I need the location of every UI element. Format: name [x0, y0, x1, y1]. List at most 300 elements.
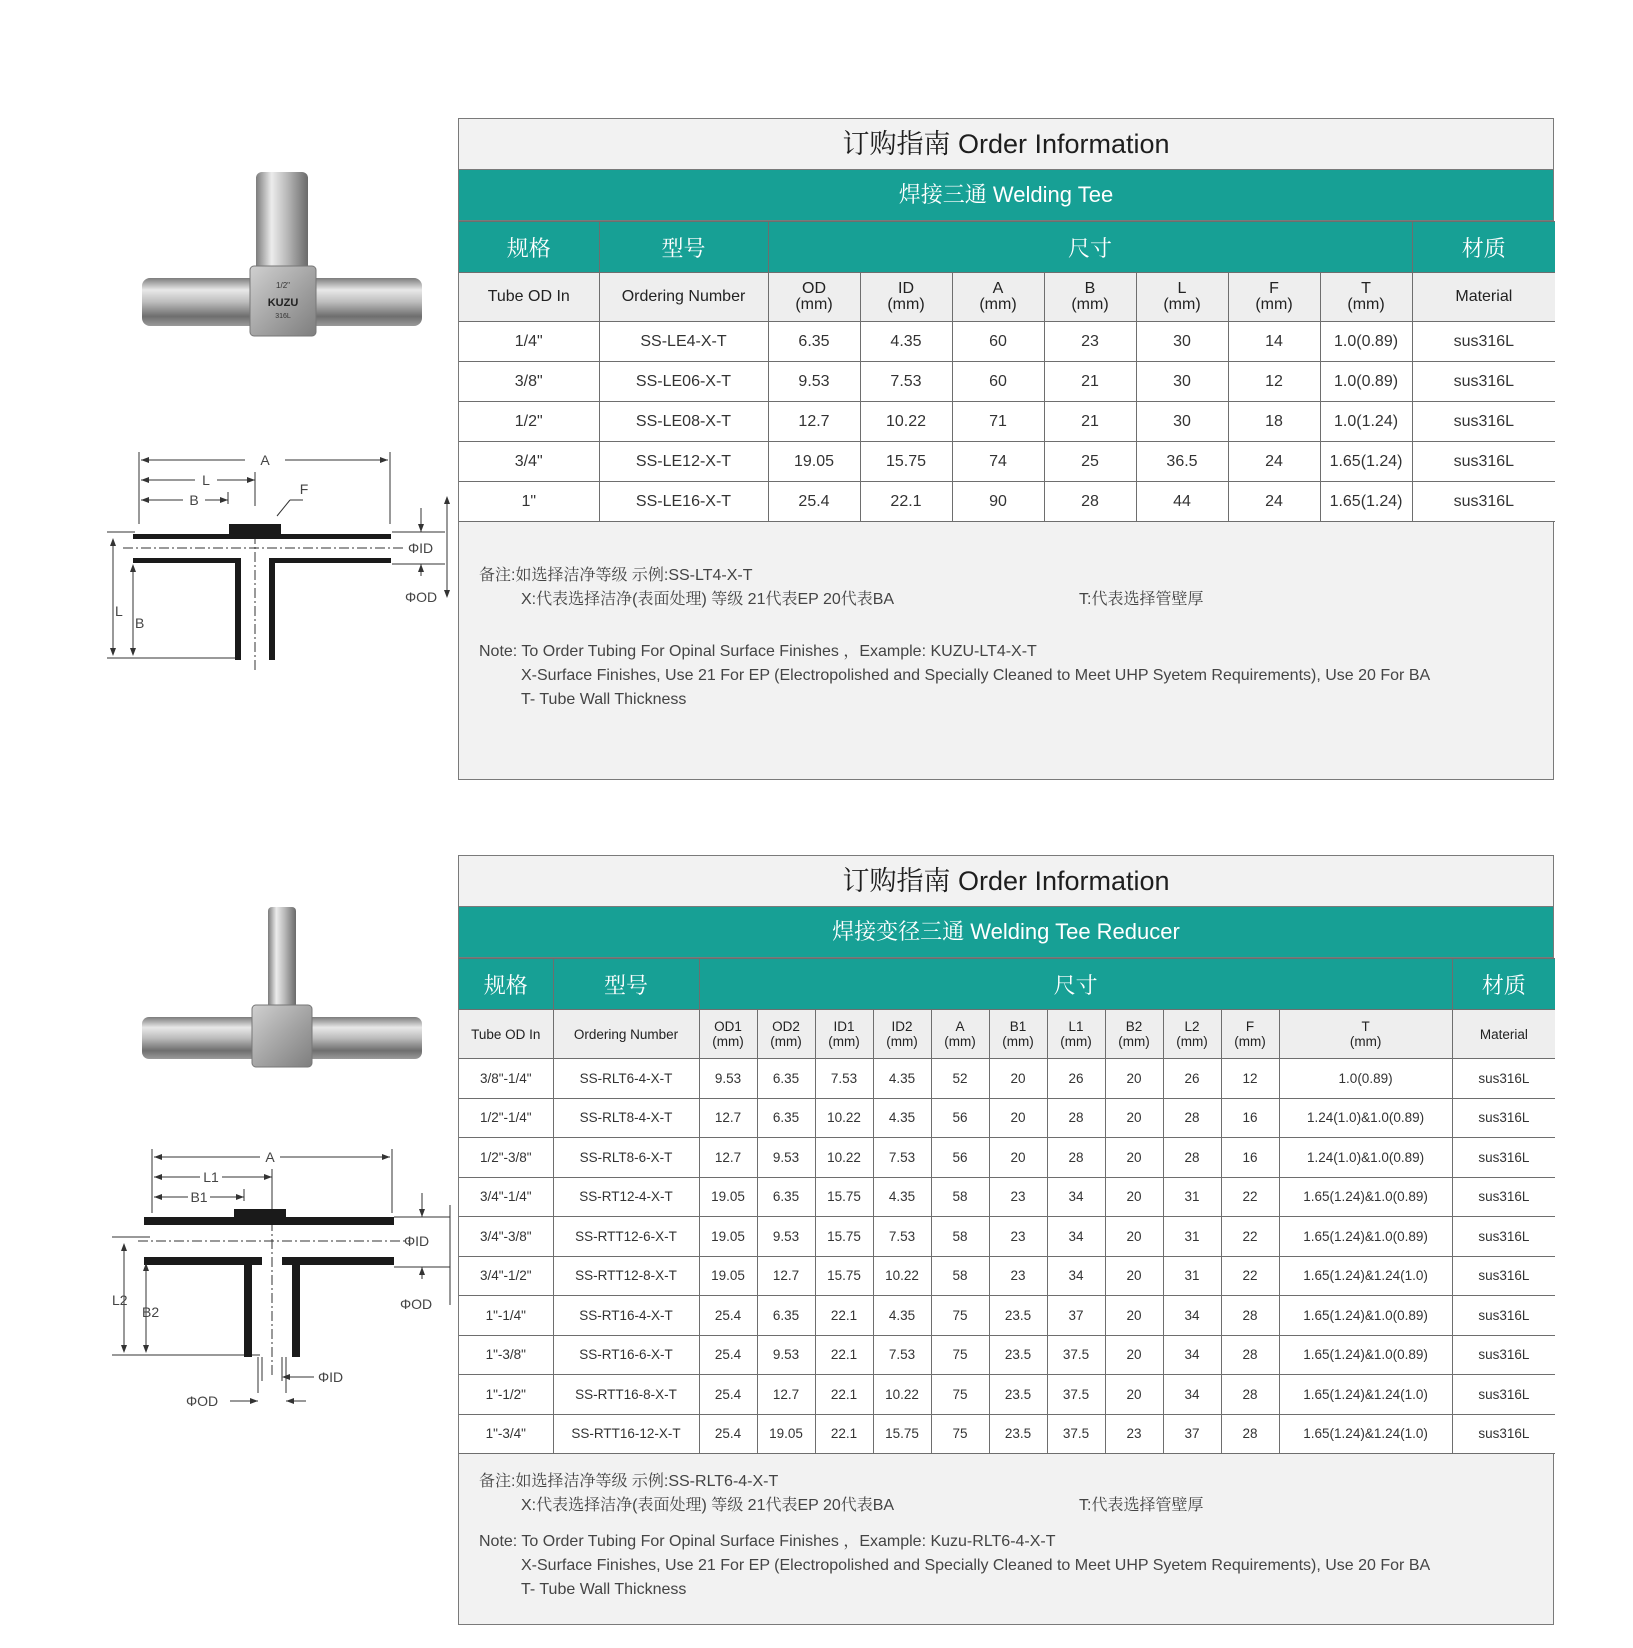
- table-cell: 3/8": [459, 362, 599, 402]
- dim-l2-label: L2: [112, 1292, 128, 1308]
- table-cell: 3/4"-1/4": [459, 1177, 553, 1217]
- column-header-name: L2: [1184, 1019, 1200, 1034]
- table-cell: 28: [1047, 1098, 1105, 1138]
- dim-b-label: B: [189, 492, 199, 508]
- table-cell: sus316L: [1452, 1375, 1555, 1415]
- table-cell: 60: [952, 322, 1044, 362]
- column-header-name: F: [1269, 280, 1279, 297]
- table-cell: 9.53: [757, 1138, 815, 1178]
- dim-id-label: ΦID: [404, 1233, 430, 1249]
- column-header-name: B: [1084, 280, 1096, 297]
- table-cell: 7.53: [815, 1059, 873, 1099]
- table-row: [459, 1138, 1555, 1178]
- table-cell: 6.35: [757, 1296, 815, 1336]
- table-cell: 15.75: [815, 1177, 873, 1217]
- table-cell: sus316L: [1412, 482, 1555, 522]
- column-header-name: B2: [1125, 1019, 1143, 1034]
- table-cell: 26: [1047, 1059, 1105, 1099]
- column-header-name: L1: [1068, 1019, 1084, 1034]
- table-cell: 9.53: [699, 1059, 757, 1099]
- table-cell: sus316L: [1412, 442, 1555, 482]
- table-cell: 20: [1105, 1296, 1163, 1336]
- column-header-name: A: [955, 1019, 965, 1034]
- table-cell: 31: [1163, 1177, 1221, 1217]
- dim-l-label: L: [202, 472, 210, 488]
- table-cell: 52: [931, 1059, 989, 1099]
- table-cell: 23.5: [989, 1335, 1047, 1375]
- table-cell: 6.35: [757, 1059, 815, 1099]
- column-header: [873, 1010, 931, 1059]
- table-cell: sus316L: [1412, 362, 1555, 402]
- table-cell: 15.75: [815, 1217, 873, 1257]
- notes: [459, 564, 1553, 712]
- column-header: [1044, 273, 1136, 322]
- table-cell: 28: [1221, 1375, 1279, 1415]
- table-cell: 30: [1136, 362, 1228, 402]
- column-header-name: Ordering Number: [621, 288, 746, 305]
- table-cell: 28: [1163, 1098, 1221, 1138]
- table-cell: 12.7: [757, 1375, 815, 1415]
- dim-f-label: F: [299, 481, 309, 497]
- table-cell: 31: [1163, 1217, 1221, 1257]
- dim-b1-label: B1: [190, 1189, 208, 1205]
- table-cell: 20: [1105, 1217, 1163, 1257]
- table-cell: 12.7: [699, 1138, 757, 1178]
- table-cell: SS-RT16-6-X-T: [553, 1335, 699, 1375]
- photo-marking-material: 316L: [275, 313, 291, 320]
- column-header: [1279, 1010, 1452, 1059]
- table-cell: sus316L: [1452, 1414, 1555, 1454]
- table-cell: 60: [952, 362, 1044, 402]
- table-cell: sus316L: [1412, 402, 1555, 442]
- note-cn-line1: 备注:如选择洁净等级 示例:SS-LT4-X-T: [479, 567, 753, 584]
- table-cell: 26: [1163, 1059, 1221, 1099]
- table-cell: SS-LE16-X-T: [599, 482, 768, 522]
- table-cell: 28: [1163, 1138, 1221, 1178]
- table-cell: 1.65(1.24)&1.0(0.89): [1279, 1296, 1452, 1336]
- welding-tee-reducer-photo: [140, 905, 425, 1070]
- table-cell: 25.4: [699, 1335, 757, 1375]
- note-en-line3: T- Tube Wall Thickness: [521, 1581, 687, 1598]
- column-header-unit: (mm): [1349, 1034, 1382, 1049]
- group-header-model: 型号: [553, 959, 699, 1010]
- column-header-unit: (mm): [1176, 1034, 1208, 1049]
- table-cell: 34: [1047, 1256, 1105, 1296]
- table-cell: 22: [1221, 1177, 1279, 1217]
- table-cell: 12.7: [768, 402, 860, 442]
- table-cell: 19.05: [757, 1414, 815, 1454]
- table-cell: 20: [989, 1138, 1047, 1178]
- column-header: [1228, 273, 1320, 322]
- table-cell: 1.65(1.24): [1320, 442, 1412, 482]
- dim-od-label: ΦOD: [405, 589, 438, 605]
- table-cell: 22.1: [815, 1414, 873, 1454]
- table-cell: SS-RT16-4-X-T: [553, 1296, 699, 1336]
- table-cell: SS-RTT12-8-X-T: [553, 1256, 699, 1296]
- table-cell: 15.75: [873, 1414, 931, 1454]
- column-header: [1047, 1010, 1105, 1059]
- column-header-name: OD2: [772, 1019, 800, 1034]
- table-cell: 22.1: [815, 1375, 873, 1415]
- column-header: [459, 1010, 553, 1059]
- table-cell: 10.22: [860, 402, 952, 442]
- table-cell: 3/4"-1/2": [459, 1256, 553, 1296]
- photo-marking-size: 1/2": [276, 281, 290, 290]
- spec-table: [459, 221, 1555, 522]
- table-cell: 15.75: [815, 1256, 873, 1296]
- table-cell: 28: [1221, 1414, 1279, 1454]
- table-cell: SS-LE06-X-T: [599, 362, 768, 402]
- table-cell: 37: [1163, 1414, 1221, 1454]
- table-cell: 9.53: [757, 1217, 815, 1257]
- column-header-name: L: [1177, 280, 1187, 297]
- welding-tee-diagram: [105, 448, 465, 678]
- table-cell: sus316L: [1452, 1256, 1555, 1296]
- table-cell: 1.65(1.24)&1.24(1.0): [1279, 1256, 1452, 1296]
- column-header: [1136, 273, 1228, 322]
- column-header: [768, 273, 860, 322]
- column-header: [1221, 1010, 1279, 1059]
- table-cell: 1": [459, 482, 599, 522]
- table-cell: sus316L: [1452, 1098, 1555, 1138]
- table-cell: 1.65(1.24): [1320, 482, 1412, 522]
- table-cell: 20: [1105, 1375, 1163, 1415]
- table-cell: SS-RTT16-12-X-T: [553, 1414, 699, 1454]
- spec-table: [459, 958, 1555, 1454]
- table-row: [459, 1375, 1555, 1415]
- table-cell: 28: [1047, 1138, 1105, 1178]
- note-en-line1: Note: To Order Tubing For Opinal Surface Finishes ，Example: KUZU-LT4-X-T: [479, 643, 1037, 660]
- note-en-line2: X-Surface Finishes, Use 21 For EP (Electropolished and Specially Cleaned to Meet UHP Syetem Requirements), Use 20 For BA: [521, 667, 1431, 684]
- table-cell: 37.5: [1047, 1414, 1105, 1454]
- table-cell: 1.0(0.89): [1279, 1059, 1452, 1099]
- order-info-panel-welding-tee: [458, 118, 1554, 780]
- table-cell: SS-RT12-4-X-T: [553, 1177, 699, 1217]
- table-cell: 10.22: [815, 1098, 873, 1138]
- table-row: [459, 1059, 1555, 1099]
- table-cell: 75: [931, 1296, 989, 1336]
- table-cell: 12.7: [757, 1256, 815, 1296]
- table-cell: 28: [1221, 1296, 1279, 1336]
- table-cell: 20: [1105, 1256, 1163, 1296]
- table-cell: 16: [1221, 1138, 1279, 1178]
- table-cell: 34: [1163, 1335, 1221, 1375]
- column-header-unit: (mm): [770, 1034, 802, 1049]
- product-title: 焊接三通 Welding Tee: [459, 170, 1553, 221]
- column-header-unit: (mm): [712, 1034, 744, 1049]
- table-cell: 6.35: [757, 1098, 815, 1138]
- column-header: [989, 1010, 1047, 1059]
- table-cell: 4.35: [860, 322, 952, 362]
- table-cell: 1"-1/4": [459, 1296, 553, 1336]
- table-cell: 23: [1044, 322, 1136, 362]
- column-header: [1412, 273, 1555, 322]
- table-cell: 1"-1/2": [459, 1375, 553, 1415]
- table-cell: 1.0(0.89): [1320, 322, 1412, 362]
- table-cell: 4.35: [873, 1296, 931, 1336]
- table-cell: 3/8"-1/4": [459, 1059, 553, 1099]
- table-cell: 10.22: [873, 1256, 931, 1296]
- table-cell: 4.35: [873, 1177, 931, 1217]
- table-row: [459, 322, 1555, 362]
- table-cell: 20: [1105, 1177, 1163, 1217]
- dim-od-bottom-label: ΦOD: [186, 1393, 219, 1409]
- table-row: [459, 1098, 1555, 1138]
- table-row: [459, 362, 1555, 402]
- column-header-name: ID1: [833, 1019, 855, 1034]
- table-cell: 23: [1105, 1414, 1163, 1454]
- table-row: [459, 1296, 1555, 1336]
- table-cell: 23: [989, 1256, 1047, 1296]
- column-header-name: Ordering Number: [573, 1026, 679, 1042]
- table-cell: SS-RTT12-6-X-T: [553, 1217, 699, 1257]
- dim-id-label: ΦID: [408, 540, 434, 556]
- table-cell: 36.5: [1136, 442, 1228, 482]
- column-header-unit: (mm): [1163, 296, 1201, 313]
- column-header: [699, 1010, 757, 1059]
- dim-od-label: ΦOD: [400, 1296, 433, 1312]
- table-cell: sus316L: [1412, 322, 1555, 362]
- table-cell: 74: [952, 442, 1044, 482]
- table-cell: 1.0(0.89): [1320, 362, 1412, 402]
- table-cell: 6.35: [768, 322, 860, 362]
- table-cell: 9.53: [768, 362, 860, 402]
- table-cell: 6.35: [757, 1177, 815, 1217]
- table-cell: 12: [1228, 362, 1320, 402]
- product-title: 焊接变径三通 Welding Tee Reducer: [459, 907, 1553, 958]
- column-header-name: F: [1245, 1019, 1255, 1034]
- table-cell: 7.53: [873, 1138, 931, 1178]
- table-cell: 7.53: [873, 1335, 931, 1375]
- table-cell: SS-RLT6-4-X-T: [553, 1059, 699, 1099]
- table-cell: 7.53: [860, 362, 952, 402]
- table-cell: 1.65(1.24)&1.24(1.0): [1279, 1414, 1452, 1454]
- table-cell: 1.24(1.0)&1.0(0.89): [1279, 1098, 1452, 1138]
- table-cell: 71: [952, 402, 1044, 442]
- column-header-name: B1: [1009, 1019, 1027, 1034]
- dim-l1-label: L1: [203, 1169, 219, 1185]
- column-header-unit: (mm): [1002, 1034, 1034, 1049]
- group-header-dims: 尺寸: [768, 222, 1412, 273]
- table-cell: sus316L: [1452, 1335, 1555, 1375]
- table-cell: 25.4: [768, 482, 860, 522]
- table-cell: 28: [1044, 482, 1136, 522]
- group-header-dims: 尺寸: [699, 959, 1452, 1010]
- column-header: [459, 273, 599, 322]
- column-header-unit: (mm): [979, 296, 1017, 313]
- table-cell: 56: [931, 1098, 989, 1138]
- column-header-unit: (mm): [944, 1034, 976, 1049]
- table-cell: 4.35: [873, 1098, 931, 1138]
- dim-a-label: A: [265, 1149, 275, 1165]
- table-cell: 20: [989, 1098, 1047, 1138]
- note-cn-line2: X:代表选择洁净(表面处理) 等级 21代表EP 20代表BA: [521, 591, 895, 608]
- table-cell: 19.05: [699, 1217, 757, 1257]
- table-cell: 34: [1163, 1296, 1221, 1336]
- table-row: [459, 442, 1555, 482]
- table-cell: 25: [1044, 442, 1136, 482]
- table-cell: 16: [1221, 1098, 1279, 1138]
- column-header-unit: (mm): [1118, 1034, 1150, 1049]
- table-cell: SS-RLT8-6-X-T: [553, 1138, 699, 1178]
- group-header-spec: 规格: [459, 959, 553, 1010]
- table-row: [459, 1256, 1555, 1296]
- table-cell: 24: [1228, 442, 1320, 482]
- table-row: [459, 482, 1555, 522]
- table-cell: sus316L: [1452, 1217, 1555, 1257]
- column-header: [757, 1010, 815, 1059]
- group-header-material: 材质: [1452, 959, 1555, 1010]
- table-cell: 4.35: [873, 1059, 931, 1099]
- table-row: [459, 402, 1555, 442]
- table-cell: 1.65(1.24)&1.0(0.89): [1279, 1177, 1452, 1217]
- column-header-name: Tube OD In: [487, 288, 570, 305]
- table-cell: SS-LE4-X-T: [599, 322, 768, 362]
- group-header-material: 材质: [1412, 222, 1555, 273]
- table-cell: 19.05: [699, 1177, 757, 1217]
- dim-b-side-label: B: [135, 615, 145, 631]
- note-en-line3: T- Tube Wall Thickness: [521, 691, 687, 708]
- column-header: [1105, 1010, 1163, 1059]
- column-header: [1452, 1010, 1555, 1059]
- table-cell: 1/2": [459, 402, 599, 442]
- table-cell: 9.53: [757, 1335, 815, 1375]
- table-cell: 22.1: [815, 1335, 873, 1375]
- table-cell: 19.05: [768, 442, 860, 482]
- note-cn-line1: 备注:如选择洁净等级 示例:SS-RLT6-4-X-T: [479, 1473, 779, 1490]
- table-cell: 28: [1221, 1335, 1279, 1375]
- table-cell: 21: [1044, 362, 1136, 402]
- table-cell: 37.5: [1047, 1375, 1105, 1415]
- table-cell: 20: [1105, 1098, 1163, 1138]
- column-header-unit: (mm): [1347, 296, 1385, 313]
- group-header-model: 型号: [599, 222, 768, 273]
- table-cell: 15.75: [860, 442, 952, 482]
- table-cell: 1/4": [459, 322, 599, 362]
- table-cell: SS-RLT8-4-X-T: [553, 1098, 699, 1138]
- column-header-name: Material: [1479, 1026, 1528, 1042]
- column-header-unit: (mm): [1071, 296, 1109, 313]
- table-cell: 34: [1047, 1177, 1105, 1217]
- table-cell: 34: [1163, 1375, 1221, 1415]
- dim-b2-label: B2: [142, 1304, 160, 1320]
- table-cell: 25.4: [699, 1414, 757, 1454]
- table-cell: 3/4"-3/8": [459, 1217, 553, 1257]
- table-cell: 31: [1163, 1256, 1221, 1296]
- note-cn-t: T:代表选择管壁厚: [1079, 591, 1204, 608]
- table-cell: 20: [1105, 1059, 1163, 1099]
- table-cell: 21: [1044, 402, 1136, 442]
- column-header-unit: (mm): [828, 1034, 860, 1049]
- column-header-unit: (mm): [795, 296, 833, 313]
- table-cell: 19.05: [699, 1256, 757, 1296]
- table-cell: SS-LE12-X-T: [599, 442, 768, 482]
- dim-l-side-label: L: [115, 603, 123, 619]
- table-cell: 1/2"-1/4": [459, 1098, 553, 1138]
- table-cell: 1/2"-3/8": [459, 1138, 553, 1178]
- table-row: [459, 1177, 1555, 1217]
- column-header-name: OD1: [714, 1019, 742, 1034]
- column-header: [952, 273, 1044, 322]
- table-cell: 37.5: [1047, 1335, 1105, 1375]
- table-cell: 30: [1136, 322, 1228, 362]
- column-header-unit: (mm): [1234, 1034, 1266, 1049]
- table-cell: 23.5: [989, 1414, 1047, 1454]
- table-row: [459, 1217, 1555, 1257]
- table-cell: 20: [1105, 1138, 1163, 1178]
- column-header-name: A: [992, 280, 1004, 297]
- table-row: [459, 1414, 1555, 1454]
- table-cell: 30: [1136, 402, 1228, 442]
- table-cell: SS-RTT16-8-X-T: [553, 1375, 699, 1415]
- table-cell: 18: [1228, 402, 1320, 442]
- column-header: [1320, 273, 1412, 322]
- column-header-unit: (mm): [887, 296, 925, 313]
- table-cell: 23: [989, 1217, 1047, 1257]
- notes: [459, 1470, 1553, 1602]
- column-header: [931, 1010, 989, 1059]
- table-cell: 44: [1136, 482, 1228, 522]
- table-cell: 22.1: [815, 1296, 873, 1336]
- column-header-name: T: [1361, 1019, 1370, 1034]
- column-header-name: Material: [1455, 288, 1513, 305]
- table-cell: 10.22: [873, 1375, 931, 1415]
- panel-title: 订购指南 Order Information: [459, 119, 1553, 170]
- table-cell: 22: [1221, 1217, 1279, 1257]
- table-row: [459, 1335, 1555, 1375]
- table-cell: 22: [1221, 1256, 1279, 1296]
- table-cell: 75: [931, 1375, 989, 1415]
- table-cell: 23: [989, 1177, 1047, 1217]
- dim-a-label: A: [260, 452, 270, 468]
- column-header: [599, 273, 768, 322]
- column-header-name: ID: [898, 280, 914, 297]
- note-cn-t: T:代表选择管壁厚: [1079, 1497, 1204, 1514]
- table-cell: 1.65(1.24)&1.0(0.89): [1279, 1217, 1452, 1257]
- table-cell: 12: [1221, 1059, 1279, 1099]
- table-cell: sus316L: [1452, 1296, 1555, 1336]
- column-header-unit: (mm): [1060, 1034, 1092, 1049]
- table-cell: 23.5: [989, 1296, 1047, 1336]
- column-header: [860, 273, 952, 322]
- table-cell: 1"-3/4": [459, 1414, 553, 1454]
- table-cell: 3/4": [459, 442, 599, 482]
- table-cell: 1.0(1.24): [1320, 402, 1412, 442]
- table-cell: 56: [931, 1138, 989, 1178]
- note-en-line2: X-Surface Finishes, Use 21 For EP (Electropolished and Specially Cleaned to Meet UHP Syetem Requirements), Use 20 For BA: [521, 1557, 1431, 1574]
- column-header-name: OD: [802, 280, 826, 297]
- column-header-name: T: [1361, 280, 1371, 297]
- table-cell: 20: [989, 1059, 1047, 1099]
- table-cell: sus316L: [1452, 1059, 1555, 1099]
- panel-title: 订购指南 Order Information: [459, 856, 1553, 907]
- table-cell: 22.1: [860, 482, 952, 522]
- table-cell: 1.65(1.24)&1.24(1.0): [1279, 1375, 1452, 1415]
- table-cell: 1"-3/8": [459, 1335, 553, 1375]
- table-cell: sus316L: [1452, 1138, 1555, 1178]
- table-cell: 25.4: [699, 1375, 757, 1415]
- column-header-name: ID2: [891, 1019, 913, 1034]
- column-header-unit: (mm): [1255, 296, 1293, 313]
- group-header-spec: 规格: [459, 222, 599, 273]
- column-header: [815, 1010, 873, 1059]
- welding-tee-photo: [140, 170, 425, 345]
- table-cell: 12.7: [699, 1098, 757, 1138]
- table-cell: 23.5: [989, 1375, 1047, 1415]
- table-cell: 20: [1105, 1335, 1163, 1375]
- table-cell: sus316L: [1452, 1177, 1555, 1217]
- photo-marking-brand: KUZU: [267, 297, 299, 309]
